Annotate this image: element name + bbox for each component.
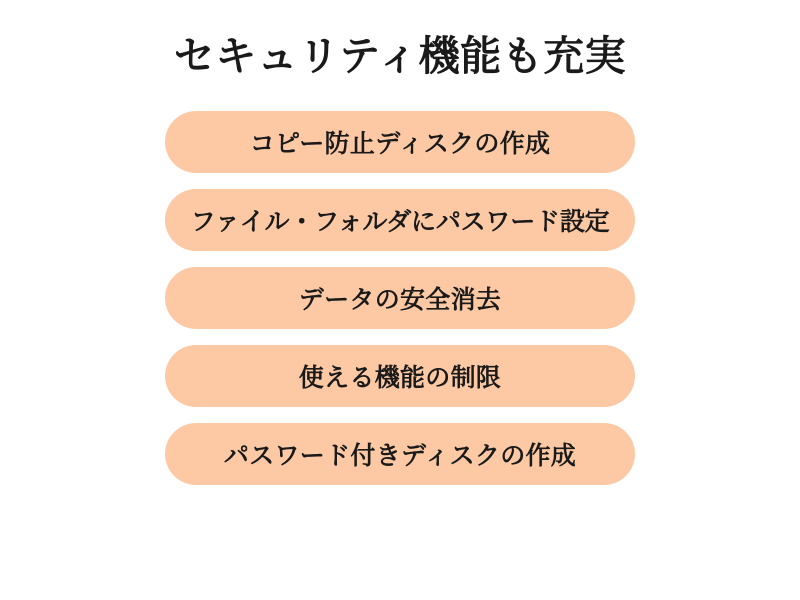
list-item [165, 345, 635, 407]
feature-list [165, 111, 635, 485]
list-item-label: パスワード付きディスクの作成 [223, 442, 577, 471]
list-item [165, 111, 635, 173]
list-item-label: コピー防止ディスクの作成 [249, 130, 551, 159]
list-item-label: 使える機能の制限 [298, 364, 502, 393]
page-title: セキュリティ機能も充実 [173, 33, 627, 79]
list-item-label: データの安全消去 [298, 286, 502, 315]
list-item-label: ファイル・フォルダにパスワード設定 [190, 208, 610, 237]
list-item [165, 423, 635, 485]
list-item [165, 189, 635, 251]
list-item [165, 267, 635, 329]
